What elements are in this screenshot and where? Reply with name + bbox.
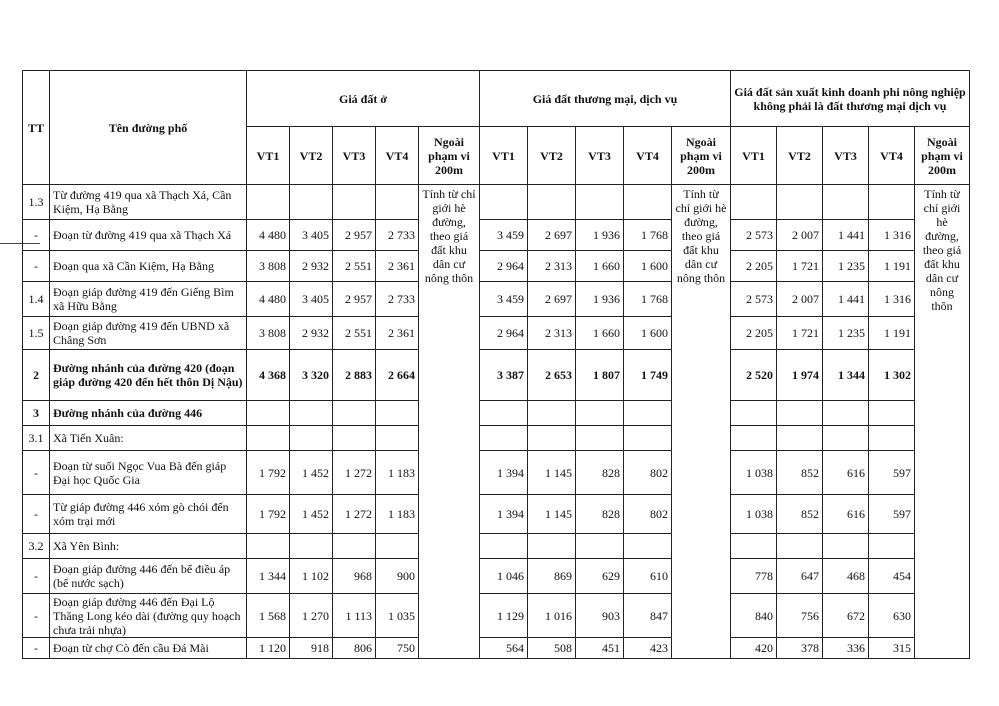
residential-vt3-price: 1 272: [333, 451, 376, 495]
commercial-vt1-price: 1 129: [480, 594, 528, 638]
production-vt1-price: [731, 534, 777, 559]
production-vt1-price: 2 573: [731, 282, 777, 317]
header-r-vt4: VT4: [376, 127, 419, 185]
residential-vt1-price: 3 808: [247, 251, 290, 282]
production-vt1-price: 420: [731, 638, 777, 659]
row-number: 1.3: [23, 185, 50, 220]
residential-vt4-price: [376, 401, 419, 426]
table-row: [23, 534, 970, 559]
residential-vt1-price: 3 808: [247, 317, 290, 350]
table-row: [23, 350, 970, 401]
header-row-groups: [23, 71, 970, 127]
header-c-vt4: VT4: [624, 127, 672, 185]
production-vt3-price: [823, 401, 869, 426]
header-c-vt2: VT2: [528, 127, 576, 185]
header-r-vt1: VT1: [247, 127, 290, 185]
commercial-vt3-price: [576, 534, 624, 559]
residential-vt2-price: 3 405: [290, 220, 333, 251]
residential-vt2-price: 2 932: [290, 251, 333, 282]
commercial-vt3-price: 451: [576, 638, 624, 659]
header-p-vt4: VT4: [869, 127, 915, 185]
header-residential-land: Giá đất ở: [247, 71, 480, 127]
row-number: -: [23, 251, 50, 282]
production-vt4-price: 315: [869, 638, 915, 659]
commercial-vt3-price: 828: [576, 495, 624, 534]
production-vt3-price: 1 441: [823, 282, 869, 317]
residential-vt4-price: [376, 534, 419, 559]
header-tt: TT: [23, 71, 50, 185]
street-name: Đoạn từ suối Ngọc Vua Bà đến giáp Đại học Quốc Gia: [50, 451, 247, 495]
table-row: [23, 282, 970, 317]
residential-vt1-price: 4 480: [247, 282, 290, 317]
residential-vt2-price: 1 452: [290, 495, 333, 534]
residential-vt3-price: [333, 401, 376, 426]
production-vt1-price: 778: [731, 559, 777, 594]
commercial-vt2-price: 869: [528, 559, 576, 594]
commercial-vt3-price: [576, 185, 624, 220]
production-vt4-price: 1 191: [869, 251, 915, 282]
production-vt3-price: [823, 185, 869, 220]
residential-vt4-price: 2 361: [376, 251, 419, 282]
street-name: Đoạn giáp đường 446 đến bể điều áp (bể nước sạch): [50, 559, 247, 594]
header-p-vt1: VT1: [731, 127, 777, 185]
residential-outside-200m-note: Tính từ chỉ giới hè đường, theo giá đất khu dân cư nông thôn: [419, 185, 480, 659]
commercial-vt1-price: [480, 401, 528, 426]
commercial-vt2-price: 2 653: [528, 350, 576, 401]
residential-vt3-price: 2 883: [333, 350, 376, 401]
production-vt1-price: [731, 401, 777, 426]
residential-vt2-price: 3 320: [290, 350, 333, 401]
residential-vt3-price: 806: [333, 638, 376, 659]
production-vt2-price: 1 721: [777, 317, 823, 350]
commercial-vt2-price: [528, 401, 576, 426]
residential-vt1-price: 1 792: [247, 451, 290, 495]
production-vt4-price: 1 316: [869, 282, 915, 317]
residential-vt1-price: [247, 401, 290, 426]
production-vt2-price: 647: [777, 559, 823, 594]
residential-vt2-price: 3 405: [290, 282, 333, 317]
commercial-vt2-price: 1 145: [528, 451, 576, 495]
table-row: [23, 185, 970, 220]
residential-vt1-price: 1 120: [247, 638, 290, 659]
commercial-vt2-price: 1 016: [528, 594, 576, 638]
land-price-sheet: [22, 70, 970, 659]
commercial-vt4-price: [624, 185, 672, 220]
commercial-vt1-price: 1 394: [480, 451, 528, 495]
street-name: Đoạn giáp đường 419 đến Giếng Bìm xã Hữu Bằng: [50, 282, 247, 317]
commercial-vt4-price: 1 600: [624, 251, 672, 282]
production-vt3-price: 616: [823, 451, 869, 495]
residential-vt1-price: [247, 534, 290, 559]
residential-vt1-price: [247, 185, 290, 220]
production-vt4-price: 597: [869, 451, 915, 495]
street-name: Đường nhánh của đường 420 (đoạn giáp đường 420 đến hết thôn Dị Nậu): [50, 350, 247, 401]
production-vt3-price: 616: [823, 495, 869, 534]
commercial-vt2-price: 2 313: [528, 251, 576, 282]
residential-vt3-price: 2 551: [333, 317, 376, 350]
street-name: Đoạn từ chợ Cò đến cầu Đá Mài: [50, 638, 247, 659]
street-name: Đoạn qua xã Cần Kiệm, Hạ Bằng: [50, 251, 247, 282]
residential-vt1-price: 1 344: [247, 559, 290, 594]
residential-vt4-price: 900: [376, 559, 419, 594]
commercial-vt4-price: 1 768: [624, 282, 672, 317]
commercial-vt3-price: 1 936: [576, 282, 624, 317]
production-vt4-price: 1 191: [869, 317, 915, 350]
commercial-vt1-price: [480, 426, 528, 451]
production-vt3-price: 1 344: [823, 350, 869, 401]
residential-vt4-price: 2 733: [376, 220, 419, 251]
production-vt1-price: 2 573: [731, 220, 777, 251]
production-vt3-price: [823, 426, 869, 451]
row-number: 2: [23, 350, 50, 401]
production-vt2-price: [777, 534, 823, 559]
commercial-vt3-price: 903: [576, 594, 624, 638]
commercial-vt4-price: 802: [624, 451, 672, 495]
row-number: -: [23, 451, 50, 495]
commercial-vt2-price: 2 313: [528, 317, 576, 350]
residential-vt2-price: 918: [290, 638, 333, 659]
table-row: [23, 317, 970, 350]
production-vt2-price: [777, 426, 823, 451]
row-number: 3.1: [23, 426, 50, 451]
production-vt4-price: [869, 185, 915, 220]
residential-vt2-price: [290, 401, 333, 426]
residential-vt3-price: [333, 426, 376, 451]
commercial-outside-200m-note: Tính từ chỉ giới hè đường, theo giá đất khu dân cư nông thôn: [672, 185, 731, 659]
commercial-vt4-price: 423: [624, 638, 672, 659]
commercial-vt1-price: 3 387: [480, 350, 528, 401]
production-vt3-price: 672: [823, 594, 869, 638]
commercial-vt2-price: [528, 185, 576, 220]
production-vt3-price: [823, 534, 869, 559]
commercial-vt1-price: 1 394: [480, 495, 528, 534]
production-vt3-price: 1 441: [823, 220, 869, 251]
residential-vt4-price: [376, 185, 419, 220]
commercial-vt2-price: [528, 426, 576, 451]
production-vt4-price: 630: [869, 594, 915, 638]
production-vt1-price: 2 520: [731, 350, 777, 401]
row-number: -: [23, 638, 50, 659]
residential-vt2-price: [290, 534, 333, 559]
commercial-vt4-price: 1 749: [624, 350, 672, 401]
table-row: [23, 495, 970, 534]
header-r-outside: Ngoài phạm vi 200m: [419, 127, 480, 185]
production-outside-200m-note: Tính từ chỉ giới hè đường, theo giá đất khu dân cư nông thôn: [915, 185, 970, 659]
commercial-vt3-price: 828: [576, 451, 624, 495]
row-number: 3.2: [23, 534, 50, 559]
production-vt1-price: [731, 426, 777, 451]
residential-vt4-price: 1 183: [376, 495, 419, 534]
street-name: Từ giáp đường 446 xóm gò chói đến xóm trại mới: [50, 495, 247, 534]
street-name: Đoạn từ đường 419 qua xã Thạch Xá: [50, 220, 247, 251]
production-vt4-price: 454: [869, 559, 915, 594]
table-row: [23, 251, 970, 282]
street-name: Đường nhánh của đường 446: [50, 401, 247, 426]
header-p-vt2: VT2: [777, 127, 823, 185]
production-vt4-price: [869, 534, 915, 559]
residential-vt2-price: 1 102: [290, 559, 333, 594]
residential-vt2-price: 1 270: [290, 594, 333, 638]
land-price-table: [22, 70, 970, 659]
commercial-vt3-price: 1 807: [576, 350, 624, 401]
production-vt4-price: 597: [869, 495, 915, 534]
commercial-vt1-price: 2 964: [480, 251, 528, 282]
commercial-vt3-price: 1 660: [576, 317, 624, 350]
row-number: -: [23, 594, 50, 638]
commercial-vt1-price: 3 459: [480, 220, 528, 251]
residential-vt3-price: 968: [333, 559, 376, 594]
production-vt2-price: 1 721: [777, 251, 823, 282]
production-vt2-price: 756: [777, 594, 823, 638]
commercial-vt3-price: [576, 426, 624, 451]
commercial-vt1-price: 3 459: [480, 282, 528, 317]
residential-vt2-price: 2 932: [290, 317, 333, 350]
residential-vt4-price: 2 361: [376, 317, 419, 350]
table-row: [23, 638, 970, 659]
residential-vt4-price: [376, 426, 419, 451]
row-number: -: [23, 559, 50, 594]
street-name: Xã Tiến Xuân:: [50, 426, 247, 451]
residential-vt4-price: 1 035: [376, 594, 419, 638]
commercial-vt1-price: [480, 185, 528, 220]
residential-vt1-price: 4 480: [247, 220, 290, 251]
production-vt4-price: 1 302: [869, 350, 915, 401]
commercial-vt3-price: 1 936: [576, 220, 624, 251]
street-name: Từ đường 419 qua xã Thạch Xá, Cần Kiệm, Hạ Bằng: [50, 185, 247, 220]
production-vt1-price: [731, 185, 777, 220]
residential-vt1-price: 4 368: [247, 350, 290, 401]
table-row: [23, 220, 970, 251]
residential-vt4-price: 2 664: [376, 350, 419, 401]
residential-vt1-price: 1 568: [247, 594, 290, 638]
table-row: [23, 426, 970, 451]
street-name: Đoạn giáp đường 446 đến Đại Lộ Thăng Long kéo dài (đường quy hoạch chưa trải nhựa): [50, 594, 247, 638]
residential-vt3-price: 2 957: [333, 282, 376, 317]
residential-vt3-price: 1 272: [333, 495, 376, 534]
table-row: [23, 401, 970, 426]
production-vt2-price: 2 007: [777, 220, 823, 251]
residential-vt3-price: [333, 185, 376, 220]
residential-vt3-price: 2 957: [333, 220, 376, 251]
street-name: Xã Yên Bình:: [50, 534, 247, 559]
header-c-outside: Ngoài phạm vi 200m: [672, 127, 731, 185]
commercial-vt4-price: 802: [624, 495, 672, 534]
commercial-vt4-price: 847: [624, 594, 672, 638]
commercial-vt2-price: 2 697: [528, 282, 576, 317]
production-vt2-price: 1 974: [777, 350, 823, 401]
production-vt1-price: 2 205: [731, 317, 777, 350]
residential-vt1-price: 1 792: [247, 495, 290, 534]
production-vt4-price: 1 316: [869, 220, 915, 251]
residential-vt2-price: [290, 426, 333, 451]
header-production-land: Giá đất sản xuất kinh doanh phi nông nghiệp không phải là đất thương mại dịch vụ: [731, 71, 970, 127]
header-c-vt3: VT3: [576, 127, 624, 185]
production-vt1-price: 840: [731, 594, 777, 638]
production-vt3-price: 1 235: [823, 251, 869, 282]
production-vt1-price: 1 038: [731, 495, 777, 534]
header-p-vt3: VT3: [823, 127, 869, 185]
commercial-vt2-price: [528, 534, 576, 559]
residential-vt2-price: [290, 185, 333, 220]
production-vt2-price: 852: [777, 495, 823, 534]
commercial-vt1-price: 2 964: [480, 317, 528, 350]
table-row: [23, 594, 970, 638]
residential-vt4-price: 2 733: [376, 282, 419, 317]
commercial-vt4-price: 610: [624, 559, 672, 594]
table-row: [23, 559, 970, 594]
production-vt2-price: 378: [777, 638, 823, 659]
commercial-vt3-price: 629: [576, 559, 624, 594]
commercial-vt1-price: 1 046: [480, 559, 528, 594]
row-number: -: [23, 495, 50, 534]
commercial-vt1-price: 564: [480, 638, 528, 659]
row-number: 1.4: [23, 282, 50, 317]
row-number: 1.5: [23, 317, 50, 350]
residential-vt1-price: [247, 426, 290, 451]
production-vt2-price: 2 007: [777, 282, 823, 317]
production-vt1-price: 2 205: [731, 251, 777, 282]
residential-vt3-price: 1 113: [333, 594, 376, 638]
production-vt3-price: 336: [823, 638, 869, 659]
commercial-vt4-price: 1 600: [624, 317, 672, 350]
production-vt1-price: 1 038: [731, 451, 777, 495]
commercial-vt3-price: [576, 401, 624, 426]
street-name: Đoạn giáp đường 419 đến UBND xã Châng Sơn: [50, 317, 247, 350]
commercial-vt3-price: 1 660: [576, 251, 624, 282]
production-vt2-price: 852: [777, 451, 823, 495]
header-r-vt3: VT3: [333, 127, 376, 185]
residential-vt4-price: 750: [376, 638, 419, 659]
commercial-vt4-price: 1 768: [624, 220, 672, 251]
header-r-vt2: VT2: [290, 127, 333, 185]
header-street-name: Tên đường phố: [50, 71, 247, 185]
header-p-outside: Ngoài phạm vi 200m: [915, 127, 970, 185]
commercial-vt2-price: 2 697: [528, 220, 576, 251]
commercial-vt4-price: [624, 426, 672, 451]
header-commercial-land: Giá đất thương mại, dịch vụ: [480, 71, 731, 127]
production-vt2-price: [777, 401, 823, 426]
residential-vt2-price: 1 452: [290, 451, 333, 495]
residential-vt3-price: 2 551: [333, 251, 376, 282]
residential-vt3-price: [333, 534, 376, 559]
production-vt4-price: [869, 401, 915, 426]
row-number: 3: [23, 401, 50, 426]
table-body: [23, 185, 970, 659]
row-number: -: [23, 220, 50, 251]
commercial-vt1-price: [480, 534, 528, 559]
commercial-vt2-price: 1 145: [528, 495, 576, 534]
production-vt3-price: 468: [823, 559, 869, 594]
commercial-vt2-price: 508: [528, 638, 576, 659]
commercial-vt4-price: [624, 401, 672, 426]
commercial-vt4-price: [624, 534, 672, 559]
table-row: [23, 451, 970, 495]
header-c-vt1: VT1: [480, 127, 528, 185]
production-vt2-price: [777, 185, 823, 220]
production-vt4-price: [869, 426, 915, 451]
production-vt3-price: 1 235: [823, 317, 869, 350]
residential-vt4-price: 1 183: [376, 451, 419, 495]
